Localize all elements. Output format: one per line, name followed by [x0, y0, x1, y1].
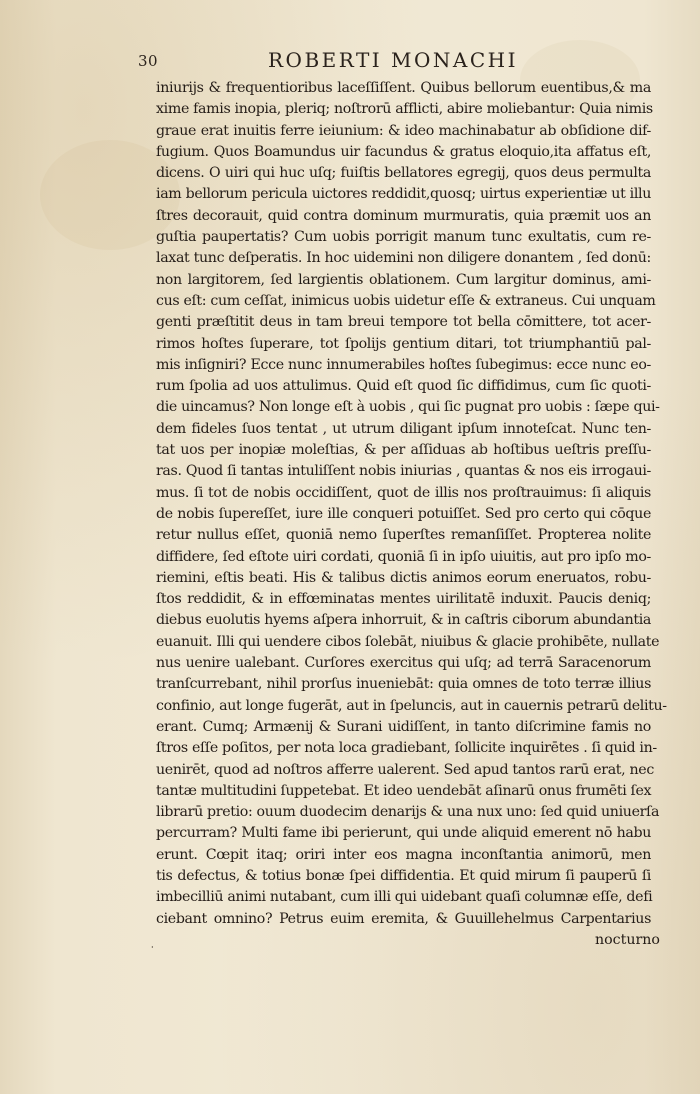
- text-line: ſtos reddidit, & in effœminatas mentes uirilitatē induxit. Paucis deniq;: [156, 591, 651, 608]
- text-line: xime famis inopia, pleriq; noſtrorū afflicti, abire moliebantur: Quia nimis: [156, 101, 653, 118]
- text-line: percurram? Multi fame ibi perierunt, qui unde aliquid emerent nō habu: [156, 825, 651, 842]
- text-line: erunt. Cœpit itaq; oriri inter eos magna inconſtantia animorū, men: [156, 846, 651, 863]
- text-line: non largitorem, ſed largientis oblationem. Cum largitur dominus, ami-: [156, 271, 651, 288]
- text-line: iniurijs & frequentioribus laceſſiſſent. Quibus bellorum euentibus,& ma: [156, 80, 651, 96]
- page-number: 30: [138, 52, 159, 70]
- text-line: erant. Cumq; Armænij & Surani uidiſſent, in tanto diſcrimine famis no: [156, 718, 651, 735]
- text-line: fugium. Quos Boamundus uir facundus & gratus eloquio,ita affatus eſt,: [156, 143, 651, 160]
- text-line: mis inſigniri? Ecce nunc innumerabiles hoſtes ſubegimus: ecce nunc eo-: [156, 356, 651, 373]
- text-line: ras. Quod ſi tantas intuliſſent nobis iniurias , quantas & nos eis irrogaui-: [156, 463, 651, 480]
- margin-mark: ⸳: [151, 941, 154, 952]
- text-line: euanuit. Illi qui uendere cibos ſolebāt, niuibus & glacie prohibēte, nullate: [156, 633, 660, 650]
- running-head: ROBERTI MONACHI: [268, 48, 519, 72]
- text-line: rimos hoſtes ſuperare, tot ſpolijs gentium ditari, tot triumphantiū pal-: [156, 335, 651, 352]
- text-line: diebus euolutis hyems aſpera inhorruit, & in caſtris ciborum abundantia: [156, 612, 651, 629]
- text-line: riemini, eſtis beati. His & talibus dictis animos eorum eneruatos, robu-: [156, 569, 651, 586]
- text-line: imbecilliū animi nutabant, cum illi qui uidebant quaſi columnæ eſſe, defi: [156, 889, 653, 906]
- body-text: [156, 78, 667, 930]
- text-line: rum ſpolia ad uos attulimus. Quid eſt quod ſic diffidimus, cum ſic quoti-: [156, 378, 651, 395]
- text-line: tat uos per inopiæ moleſtias, & per aſſiduas ab hoſtibus ueſtris preſſu-: [156, 442, 651, 459]
- text-line: tantæ multitudini ſuppetebat. Et ideo uendebāt aſinarū onus frumēti ſex: [156, 782, 652, 799]
- text-line: cus eſt: cum ceſſat, inimicus uobis uidetur eſſe & extraneus. Cui unquam: [156, 292, 656, 309]
- text-line: tranſcurrebant, nihil prorſus inueniebāt: quia omnes de toto terræ illius: [156, 676, 651, 693]
- page-header: [138, 48, 658, 78]
- text-line: librarū pretio: ouum duodecim denarijs & una nux uno: ſed quid uniuerſa: [156, 804, 660, 821]
- text-line: diffidere, ſed eſtote uiri cordati, quoniā ſi in ipſo uiuitis, aut pro ipſo mo-: [156, 548, 651, 565]
- text-line: uenirēt, quod ad noſtros afferre ualerent. Sed apud tantos rarū erat, nec: [156, 761, 654, 778]
- catchword: nocturno: [595, 932, 660, 948]
- text-line: guſtia paupertatis? Cum uobis porrigit manum tunc exultatis, cum re-: [156, 229, 651, 246]
- text-line: dem fideles ſuos tentat , ut utrum diligant ipſum innoteſcat. Nunc ten-: [156, 420, 651, 437]
- text-line: ſtres decorauit, quid contra dominum murmuratis, quia præmit uos an: [156, 207, 651, 224]
- text-line: genti præſtitit deus in tam breui tempore tot bella cōmittere, tot acer-: [156, 314, 651, 331]
- text-line: confinio, aut longe fugerāt, aut in ſpeluncis, aut in cauernis petrarū delitu-: [156, 697, 667, 714]
- text-line: dicens. O uiri qui huc uſq; fuiſtis bellatores egregij, quos deus permulta: [156, 165, 651, 182]
- text-line: die uincamus? Non longe eſt à uobis , qui ſic pugnat pro uobis : ſæpe qui-: [156, 399, 660, 416]
- text-line: ciebant omnino? Petrus euim eremita, & Guuillehelmus Carpentarius: [156, 910, 651, 927]
- text-line: iam bellorum pericula uictores reddidit,quosq; uirtus experientiæ ut illu: [156, 186, 651, 203]
- text-line: ſtros eſſe poſitos, per nota loca gradiebant, ſollicite inquirētes . ſi quid in-: [156, 740, 657, 757]
- text-line: tis defectus, & totius bonæ ſpei diffidentia. Et quid mirum ſi pauperū ſi: [156, 867, 651, 884]
- text-line: retur nullus eſſet, quoniā nemo ſuperſtes remanſiſſet. Propterea nolite: [156, 527, 651, 544]
- text-line: graue erat inuitis ferre ieiunium: & ideo machinabatur ab obſidione dif-: [156, 122, 651, 139]
- text-line: mus. ſi tot de nobis occidiſſent, quot de illis nos proſtrauimus: ſi aliquis: [156, 484, 651, 501]
- text-line: nus uenire ualebant. Curſores exercitus qui uſq; ad terrā Saracenorum: [156, 655, 651, 672]
- text-line: de nobis ſupereſſet, iure ille conqueri potuiſſet. Sed pro certo qui cōque: [156, 505, 651, 522]
- text-line: laxat tunc deſperatis. In hoc uidemini non diligere donantem , ſed donū:: [156, 250, 651, 267]
